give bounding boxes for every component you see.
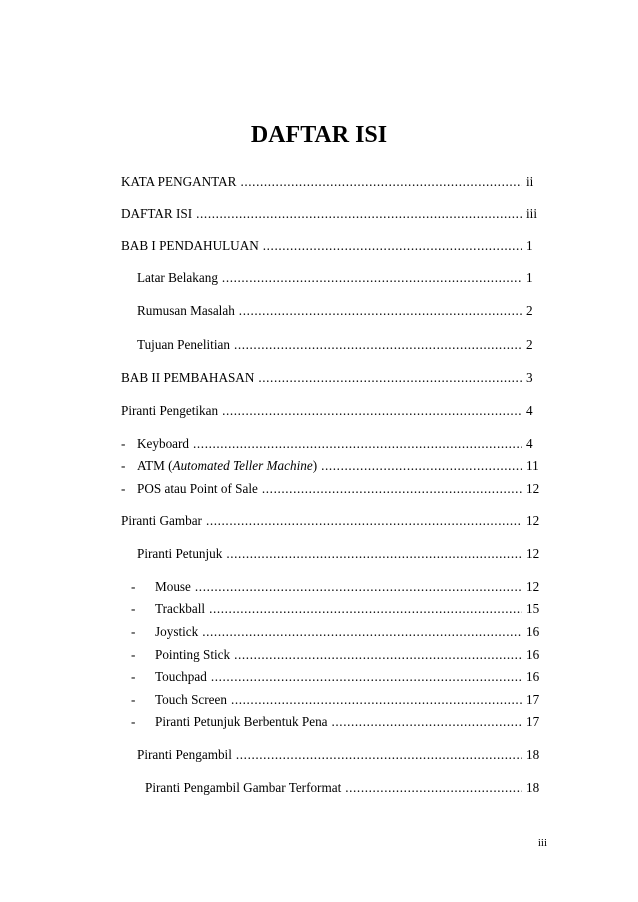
toc-leader-dots bbox=[202, 622, 522, 642]
toc-entry-trackball bbox=[131, 599, 548, 619]
toc-entry-page: 3 bbox=[526, 370, 533, 385]
toc-leader-dots bbox=[263, 236, 522, 256]
toc-entry-piranti-pengetikan bbox=[121, 401, 548, 421]
toc-entry-atm bbox=[121, 456, 548, 476]
toc-leader-dots bbox=[206, 511, 522, 531]
toc-entry-page: 11 bbox=[526, 458, 539, 473]
toc-entry-label: Piranti Pengambil Gambar Terformat bbox=[145, 780, 342, 795]
toc-entry-label: Trackball bbox=[155, 601, 206, 616]
toc-entry-keyboard bbox=[121, 434, 548, 454]
toc-leader-dots bbox=[193, 434, 522, 454]
toc-entry-page: iii bbox=[526, 206, 537, 221]
toc-entry-label: Keyboard bbox=[137, 436, 189, 451]
toc-entry-label: POS atau Point of Sale bbox=[137, 481, 258, 496]
toc-entry-label: Mouse bbox=[155, 579, 191, 594]
toc-entry-page: 1 bbox=[526, 238, 533, 253]
toc-entry-label: BAB I PENDAHULUAN bbox=[121, 238, 259, 253]
toc-entry-page: 16 bbox=[526, 624, 540, 639]
toc-entry-label: Joystick bbox=[155, 624, 199, 639]
toc-entry-label: Piranti Petunjuk bbox=[137, 546, 223, 561]
toc-bullet-dash: - bbox=[131, 601, 136, 616]
toc-entry-page: ii bbox=[526, 174, 534, 189]
toc-entry-page: 18 bbox=[526, 747, 540, 762]
toc-leader-dots bbox=[195, 577, 522, 597]
toc-entry-label: Piranti Pengetikan bbox=[121, 403, 219, 418]
toc-leader-dots bbox=[321, 456, 522, 476]
toc-bullet-dash: - bbox=[131, 647, 136, 662]
toc-entry-piranti-pengambil bbox=[137, 745, 548, 765]
page-title: DAFTAR ISI bbox=[250, 122, 388, 148]
toc-entry-pengambil-gambar-terformat bbox=[145, 778, 548, 798]
toc-bullet-dash: - bbox=[131, 669, 136, 684]
toc-entry-mouse bbox=[131, 577, 548, 597]
toc-entry-touch-screen bbox=[131, 690, 548, 710]
toc-entry-page: 17 bbox=[526, 714, 540, 729]
toc-entry-joystick bbox=[131, 622, 548, 642]
toc-entry-label: Pointing Stick bbox=[155, 647, 231, 662]
toc-leader-dots bbox=[222, 401, 522, 421]
toc-entry-kata-pengantar bbox=[121, 172, 548, 192]
toc-entry-label: ATM (Automated Teller Machine) bbox=[137, 458, 318, 473]
toc-bullet-dash: - bbox=[121, 436, 126, 451]
toc-entry-page: 17 bbox=[526, 692, 540, 707]
toc-entry-page: 18 bbox=[526, 780, 540, 795]
toc-bullet-dash: - bbox=[121, 458, 126, 473]
toc-entry-page: 4 bbox=[526, 403, 533, 418]
toc-entry-label: BAB II PEMBAHASAN bbox=[121, 370, 255, 385]
toc-entry-page: 12 bbox=[526, 579, 540, 594]
toc-leader-dots bbox=[226, 544, 522, 564]
toc-leader-dots bbox=[262, 479, 522, 499]
page-number-footer: iii bbox=[537, 837, 547, 849]
toc-entry-bab-1 bbox=[121, 236, 548, 256]
toc-entry-label: DAFTAR ISI bbox=[121, 206, 193, 221]
toc-entry-label: Touch Screen bbox=[155, 692, 227, 707]
toc-leader-dots bbox=[239, 301, 522, 321]
toc-entry-label: Touchpad bbox=[155, 669, 207, 684]
toc-bullet-dash: - bbox=[131, 624, 136, 639]
toc-bullet-dash: - bbox=[131, 714, 136, 729]
toc-leader-dots bbox=[240, 172, 522, 192]
toc-entry-pointing-stick bbox=[131, 645, 548, 665]
toc-entry-latar-belakang bbox=[137, 268, 548, 288]
toc-entry-label: Piranti Petunjuk Berbentuk Pena bbox=[155, 714, 328, 729]
toc-leader-dots bbox=[234, 645, 522, 665]
toc-leader-dots bbox=[196, 204, 522, 224]
toc-entry-page: 12 bbox=[526, 481, 540, 496]
toc-entry-page: 4 bbox=[526, 436, 533, 451]
toc-entry-label: Tujuan Penelitian bbox=[137, 337, 230, 352]
toc-entry-page: 16 bbox=[526, 669, 540, 684]
toc-entry-tujuan-penelitian bbox=[137, 335, 548, 355]
toc-bullet-dash: - bbox=[121, 481, 126, 496]
toc-entry-page: 2 bbox=[526, 303, 533, 318]
toc-leader-dots bbox=[209, 599, 522, 619]
toc-entry-page: 15 bbox=[526, 601, 540, 616]
toc-entry-label-italic: Automated Teller Machine bbox=[172, 458, 313, 473]
toc-entry-piranti-petunjuk bbox=[137, 544, 548, 564]
toc-entry-daftar-isi bbox=[121, 204, 548, 224]
toc-leader-dots bbox=[258, 368, 522, 388]
toc-leader-dots bbox=[231, 690, 522, 710]
toc-entry-page: 12 bbox=[526, 513, 540, 528]
toc-entry-page: 1 bbox=[526, 270, 533, 285]
toc-entry-label: Rumusan Masalah bbox=[137, 303, 235, 318]
toc-bullet-dash: - bbox=[131, 692, 136, 707]
toc-entry-label: Latar Belakang bbox=[137, 270, 218, 285]
toc-leader-dots bbox=[222, 268, 522, 288]
toc-leader-dots bbox=[234, 335, 522, 355]
toc-entry-touchpad bbox=[131, 667, 548, 687]
toc-leader-dots bbox=[332, 712, 522, 732]
toc-entry-page: 16 bbox=[526, 647, 540, 662]
toc-leader-dots bbox=[236, 745, 522, 765]
toc-entry-label: Piranti Pengambil bbox=[137, 747, 232, 762]
toc-entry-label: KATA PENGANTAR bbox=[121, 174, 237, 189]
toc-entry-page: 12 bbox=[526, 546, 540, 561]
toc-entry-pos bbox=[121, 479, 548, 499]
toc-entry-pena bbox=[131, 712, 548, 732]
toc-entry-page: 2 bbox=[526, 337, 533, 352]
toc-entry-label: Piranti Gambar bbox=[121, 513, 202, 528]
toc-entry-bab-2 bbox=[121, 368, 548, 388]
toc-entry-rumusan-masalah bbox=[137, 301, 548, 321]
toc-leader-dots bbox=[345, 778, 522, 798]
toc-bullet-dash: - bbox=[131, 579, 136, 594]
toc-entry-piranti-gambar bbox=[121, 511, 548, 531]
toc-leader-dots bbox=[211, 667, 522, 687]
